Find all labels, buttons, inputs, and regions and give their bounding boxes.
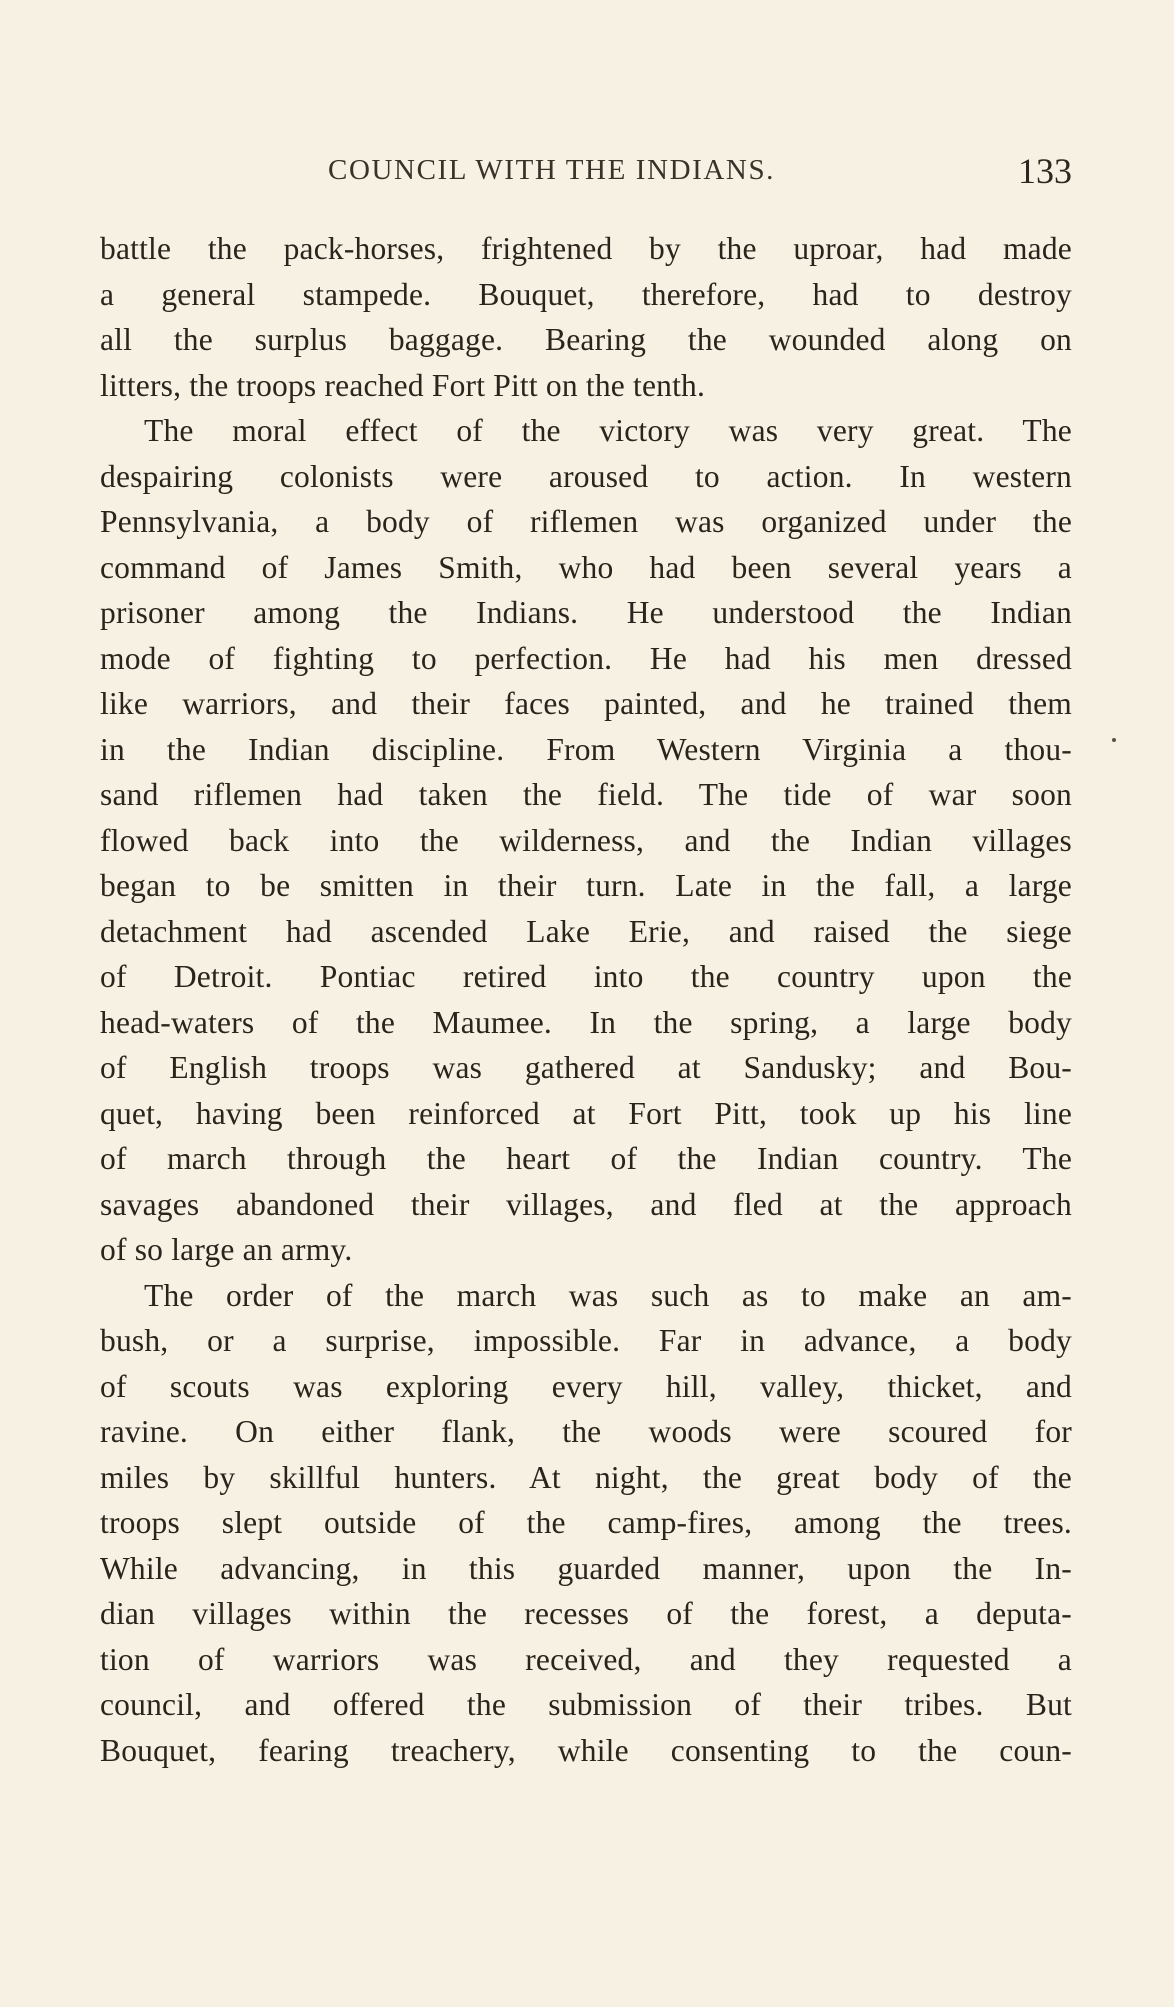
text-line: head-waters of the Maumee. In the spring, a large body [100, 1004, 1072, 1040]
text-line: mode of fighting to perfection. He had his men dressed [100, 640, 1072, 676]
text-line: Pennsylvania, a body of riflemen was organized under the [100, 504, 1072, 539]
paragraph-start-line: The order of the march was such as to make an am- [144, 1277, 1072, 1313]
text-line: flowed back into the wilderness, and the Indian villages [100, 822, 1072, 858]
text-line: savages abandoned their villages, and fled at the approach [100, 1186, 1072, 1222]
text-line: litters, the troops reached Fort Pitt on the tenth. [100, 367, 706, 403]
text-line: command of James Smith, who had been several years a [100, 549, 1072, 585]
text-line: quet, having been reinforced at Fort Pitt, took up his line [100, 1095, 1072, 1131]
text-line: While advancing, in this guarded manner, upon the In- [100, 1550, 1072, 1586]
body-text [100, 226, 1072, 1773]
text-line: detachment had ascended Lake Erie, and raised the siege [100, 913, 1072, 949]
text-line: a general stampede. Bouquet, therefore, had to destroy [100, 276, 1072, 312]
text-line: all the surplus baggage. Bearing the wounded along on [100, 322, 1072, 357]
text-line: troops slept outside of the camp-fires, among the trees. [100, 1505, 1072, 1540]
text-line: of so large an army. [100, 1232, 353, 1267]
running-head [100, 150, 1076, 194]
text-line: like warriors, and their faces painted, and he trained them [100, 686, 1072, 721]
text-line: in the Indian discipline. From Western Virginia a thou- [100, 731, 1072, 767]
text-line: began to be smitten in their turn. Late in the fall, a large [100, 868, 1072, 903]
text-line: of English troops was gathered at Sandusky; and Bou- [100, 1050, 1072, 1085]
paragraph-start-line: The moral effect of the victory was very great. The [144, 413, 1072, 448]
text-line: of Detroit. Pontiac retired into the country upon the [100, 959, 1072, 994]
text-line: council, and offered the submission of their tribes. But [100, 1687, 1072, 1722]
text-line: tion of warriors was received, and they requested a [100, 1641, 1072, 1677]
text-line: of march through the heart of the Indian country. The [100, 1141, 1072, 1176]
text-line: Bouquet, fearing treachery, while consenting to the coun- [100, 1732, 1072, 1768]
text-line: battle the pack-horses, frightened by the uproar, had made [100, 231, 1072, 266]
text-line: of scouts was exploring every hill, valley, thicket, and [100, 1368, 1072, 1404]
text-line: sand riflemen had taken the field. The tide of war soon [100, 777, 1072, 812]
text-line: despairing colonists were aroused to action. In western [100, 458, 1072, 494]
text-line: dian villages within the recesses of the forest, a deputa- [100, 1596, 1072, 1631]
text-line: ravine. On either flank, the woods were scoured for [100, 1414, 1072, 1449]
text-line: prisoner among the Indians. He understood the Indian [100, 595, 1072, 630]
text-line: bush, or a surprise, impossible. Far in advance, a body [100, 1323, 1072, 1358]
running-title: COUNCIL WITH THE INDIANS. [328, 154, 776, 186]
paper-speck [1112, 738, 1116, 742]
page-number: 133 [1018, 151, 1072, 191]
text-line: miles by skillful hunters. At night, the great body of the [100, 1459, 1072, 1495]
